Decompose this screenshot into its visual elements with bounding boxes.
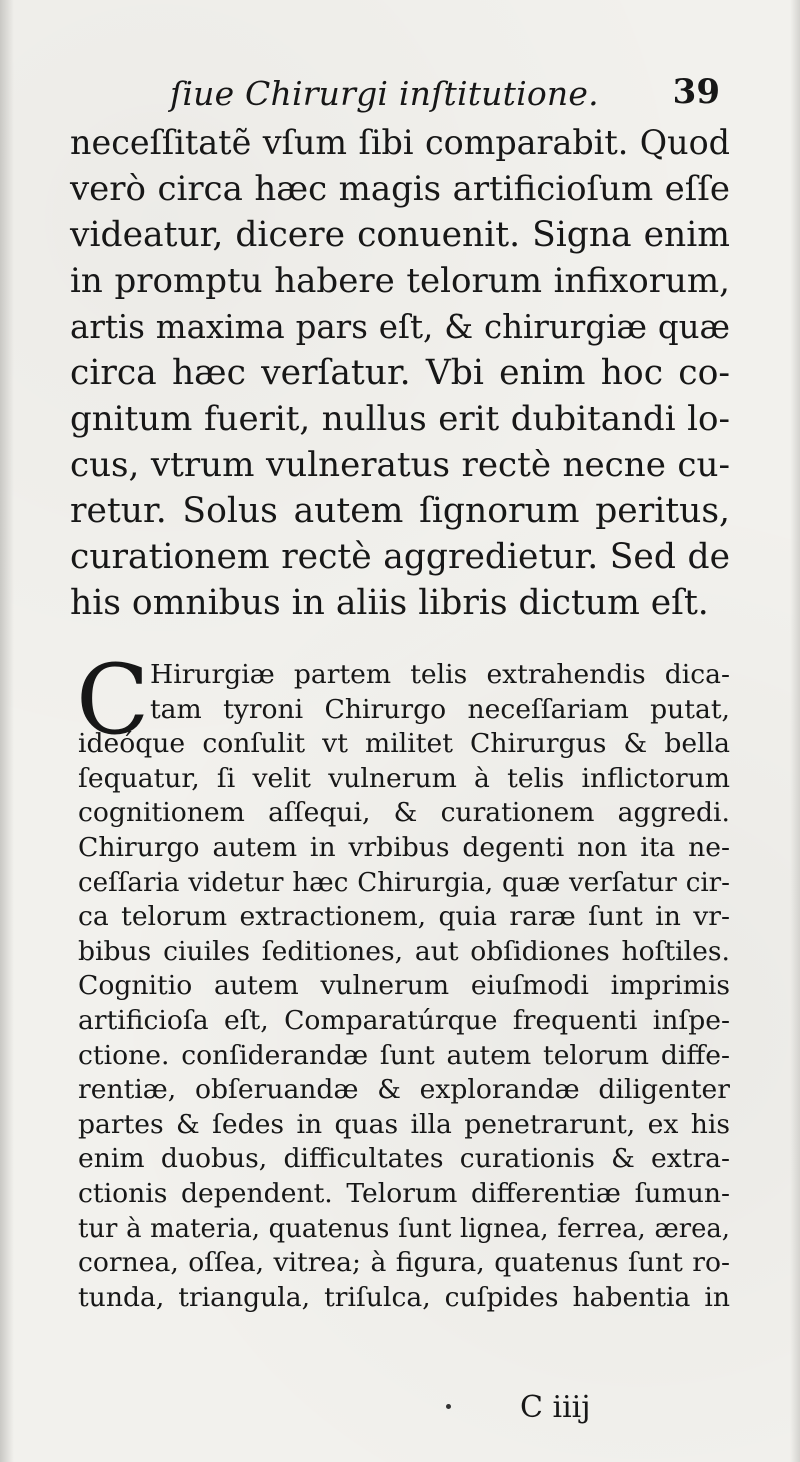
text-line: Cognitio autem vulnerum eiuſmodi imprimis xyxy=(78,970,730,1002)
text-line: videatur, dicere conuenit. Signa enim xyxy=(70,215,730,255)
text-line: verò circa hæc magis artificioſum eſſe xyxy=(70,169,730,209)
text-line: curationem rectè aggredietur. Sed de xyxy=(70,537,730,577)
text-line: ctione. conſiderandæ ſunt autem telorum diffe- xyxy=(78,1039,730,1071)
text-line: retur. Solus autem ſignorum peritus, xyxy=(70,491,730,531)
text-line: Chirurgo autem in vrbibus degenti non ita ne- xyxy=(78,831,730,863)
text-line: bibus ciuiles ſeditiones, aut obſidiones hoſtiles. xyxy=(78,935,730,967)
text-line: neceſſitatẽ vſum ſibi comparabit. Quod xyxy=(70,123,730,162)
text-line-last: his omnibus in aliis libris dictum eſt. xyxy=(70,583,709,623)
page-edge-shadow xyxy=(790,0,800,1462)
running-head: ſiue Chirurgi inſtitutione. xyxy=(170,74,599,113)
text-line: cornea, oſſea, vitrea; à figura, quatenus ſunt ro- xyxy=(78,1247,730,1279)
page-edge-shadow xyxy=(0,0,14,1462)
paragraph-2 xyxy=(76,644,730,1315)
page-number: 39 xyxy=(672,72,720,112)
text-line: ideóque conſulit vt militet Chirurgus & bella xyxy=(78,728,730,760)
signature-mark: C iiij xyxy=(520,1390,591,1425)
text-line: cognitionem aſſequi, & curationem aggredi. xyxy=(78,797,730,829)
text-line: ca telorum extractionem, quia raræ ſunt in vr- xyxy=(78,901,730,933)
text-line: partes & ſedes in quas illa penetrarunt, ex his xyxy=(78,1108,730,1140)
text-line: enim duobus, difficultates curationis & extra- xyxy=(78,1143,730,1175)
text-line: tur à materia, quatenus ſunt lignea, ferrea, ærea, xyxy=(78,1213,730,1244)
text-line: ctionis dependent. Telorum differentiæ ſumun- xyxy=(78,1177,730,1209)
text-line: tam tyroni Chirurgo neceſſariam putat, xyxy=(150,693,730,725)
text-line: ſequatur, ſi velit vulnerum à telis inflictorum xyxy=(78,762,730,794)
text-line: ceſſaria videtur hæc Chirurgia, quæ verſatur cir- xyxy=(78,867,730,898)
text-line: rentiæ, obſeruandæ & explorandæ diligenter xyxy=(78,1074,730,1106)
printer-mark-dot xyxy=(446,1404,451,1409)
drop-cap: C xyxy=(76,644,150,756)
text-line: in promptu habere telorum infixorum, xyxy=(70,261,730,301)
text-line: Hirurgiæ partem telis extrahendis dica- xyxy=(150,659,730,690)
text-line: artis maxima pars eſt, & chirurgiæ quæ xyxy=(70,308,730,346)
text-line: artificioſa eſt, Comparatúrque frequenti inſpe- xyxy=(78,1004,730,1036)
text-line: cus, vtrum vulneratus rectè necne cu- xyxy=(70,445,730,485)
text-line: tunda, triangula, triſulca, cuſpides habentia in xyxy=(78,1281,730,1313)
text-line: circa hæc verſatur. Vbi enim hoc co- xyxy=(70,353,730,393)
paragraph-1 xyxy=(70,120,730,626)
text-line: gnitum fuerit, nullus erit dubitandi lo- xyxy=(70,399,730,439)
